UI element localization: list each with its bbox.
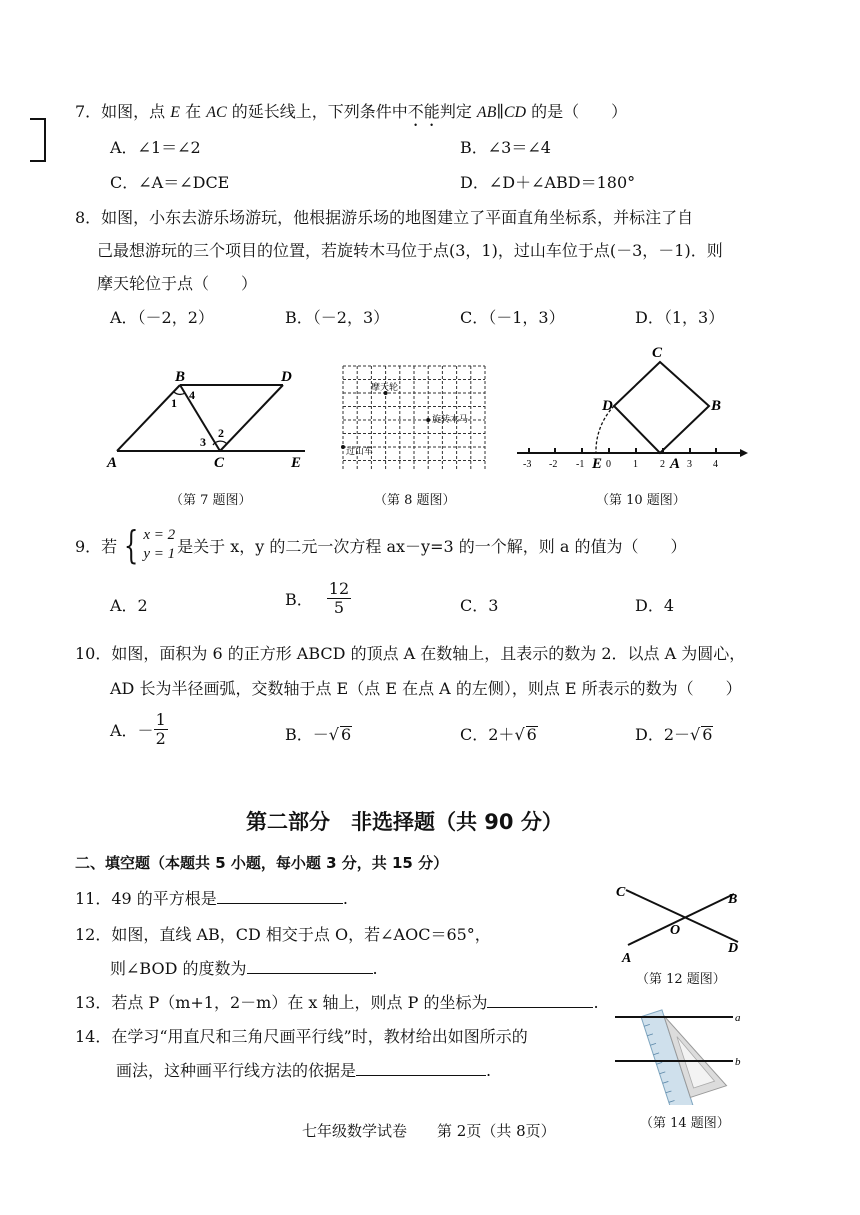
part-2-title: 第二部分 非选择题（共 90 分） <box>246 810 563 834</box>
fig12-label-o: O <box>670 923 681 938</box>
fig7-label-3: 3 <box>200 435 206 449</box>
question-14-line-1: 14．在学习“用直尺和三角尺画平行线”时，教材给出如图所示的 <box>75 1027 528 1046</box>
figure-7-caption: （第 7 题图） <box>170 493 252 508</box>
fig7-label-c: C <box>214 455 225 471</box>
q7-option-d: D．∠D＋∠ABD＝180° <box>460 173 636 192</box>
fig12-label-c: C <box>616 885 626 900</box>
fig7-label-a: A <box>107 455 118 471</box>
q8-option-c: C．（－1，3） <box>460 308 565 327</box>
question-8-line-2: 己最想游玩的三个项目的位置，若旋转木马位于点(3，1)，过山车位于点(－3，－1)．则 <box>97 241 723 260</box>
fig7-label-1: 1 <box>171 396 177 410</box>
fig10-tick-3: 3 <box>687 459 692 470</box>
fig10-tick--2: -2 <box>549 459 558 470</box>
q9-option-c: C．3 <box>460 596 499 615</box>
fig12-label-b: B <box>728 892 738 907</box>
fig10-label-c: C <box>652 345 663 361</box>
question-12-line-2: 则∠BOD 的度数为 . <box>110 959 378 978</box>
question-8-line-1: 8．如图，小东去游乐场游玩，他根据游乐场的地图建立了平面直角坐标系，并标注了自 <box>75 208 694 227</box>
fig7-label-2: 2 <box>218 426 224 440</box>
question-10-line-1: 10．如图，面积为 6 的正方形 ABCD 的顶点 A 在数轴上，且表示的数为 2．以点 A 为圆心， <box>75 644 746 663</box>
fill-in-section-heading: 二、填空题（本题共 5 小题，每小题 3 分，共 15 分） <box>75 854 449 872</box>
figure-7 <box>105 365 315 475</box>
fig14-label-a: a <box>735 1012 741 1024</box>
q10-option-b: B．－√ 6 <box>285 725 352 744</box>
q9-option-b: B． $\frac{12}{5}$ <box>285 579 350 617</box>
question-13: 13．若点 P（m+1，2－m）在 x 轴上，则点 P 的坐标为 . <box>75 993 599 1012</box>
figure-8 <box>340 362 490 474</box>
fig10-tick-2: 2 <box>660 459 665 470</box>
figure-10-caption: （第 10 题图） <box>596 493 686 508</box>
figure-8-caption: （第 8 题图） <box>374 493 456 508</box>
q8-option-a: A．（－2，2） <box>110 308 214 327</box>
figure-12 <box>612 880 747 965</box>
q8-option-b: B．（－2，3） <box>285 308 390 327</box>
fig12-label-d: D <box>728 941 739 956</box>
answer-blank-13 <box>487 991 593 1008</box>
fig7-label-d: D <box>281 369 292 385</box>
answer-blank-12 <box>247 957 373 974</box>
q10-option-c: C．2＋√ 6 <box>460 725 537 744</box>
q7-option-b: B．∠3＝∠4 <box>460 138 551 157</box>
q7-option-a: A．∠1＝∠2 <box>110 138 201 157</box>
fig10-tick-1: 1 <box>633 459 638 470</box>
question-12-line-1: 12．如图，直线 AB，CD 相交于点 O，若∠AOC＝65°， <box>75 925 491 944</box>
answer-blank-11 <box>217 887 343 904</box>
figure-14 <box>615 1005 745 1105</box>
q9-option-d: D．4 <box>635 596 675 615</box>
q8-option-d: D．（1，3） <box>635 308 725 327</box>
margin-bracket <box>30 118 46 162</box>
question-9: 9．若 { x = 2 y = 1 是关于 x，y 的二元一次方程 ax－y=3 的一个解，则 a 的值为（ ） <box>75 523 687 567</box>
fig12-label-a: A <box>622 951 632 965</box>
question-11: 11．49 的平方根是 . <box>75 889 348 908</box>
fig8-label-carousel: 旋转木马 <box>432 415 469 425</box>
equation-system: { x = 2 y = 1 <box>124 523 176 567</box>
q7-option-c: C．∠A＝∠DCE <box>110 173 230 192</box>
fig10-label-a: A <box>670 456 681 472</box>
fig10-label-e: E <box>592 456 603 472</box>
fig14-label-b: b <box>735 1056 741 1068</box>
fig8-label-ferris-wheel: 摩天轮 <box>371 383 399 393</box>
answer-blank-14 <box>356 1059 486 1076</box>
fig10-label-b: B <box>711 398 722 414</box>
emphasis-not: 不能 <box>407 102 440 121</box>
fig10-tick--1: -1 <box>576 459 585 470</box>
fig8-label-roller-coaster: 过山车 <box>346 447 374 457</box>
fig7-label-4: 4 <box>189 388 195 402</box>
fig10-label-d: D <box>602 398 613 414</box>
fig7-label-e: E <box>291 455 302 471</box>
fig7-label-b: B <box>175 369 186 385</box>
fig10-tick-0: 0 <box>606 459 611 470</box>
question-8-line-3: 摩天轮位于点（ ） <box>97 274 258 293</box>
q9-option-a: A．2 <box>110 596 148 615</box>
fig10-tick--3: -3 <box>523 459 532 470</box>
page-footer: 七年级数学试卷 第 2页（共 8页） <box>302 1122 556 1140</box>
question-14-line-2: 画法，这种画平行线方法的依据是 . <box>116 1061 492 1080</box>
figure-12-caption: （第 12 题图） <box>636 972 726 987</box>
fig10-tick-4: 4 <box>713 459 718 470</box>
question-10-line-2: AD 长为半径画弧，交数轴于点 E（点 E 在点 A 的左侧），则点 E 所表示的数为（ ） <box>110 679 742 698</box>
q10-option-d: D．2－√ 6 <box>635 725 713 744</box>
q10-option-a: A．－ $\frac{1}{2}$ <box>110 710 166 748</box>
figure-14-caption: （第 14 题图） <box>640 1116 730 1131</box>
question-7-stem: 7．如图，点 E 在 AC 的延长线上，下列条件中不能判定 AB∥CD 的是（ ） <box>75 102 628 121</box>
figure-10 <box>512 340 750 475</box>
